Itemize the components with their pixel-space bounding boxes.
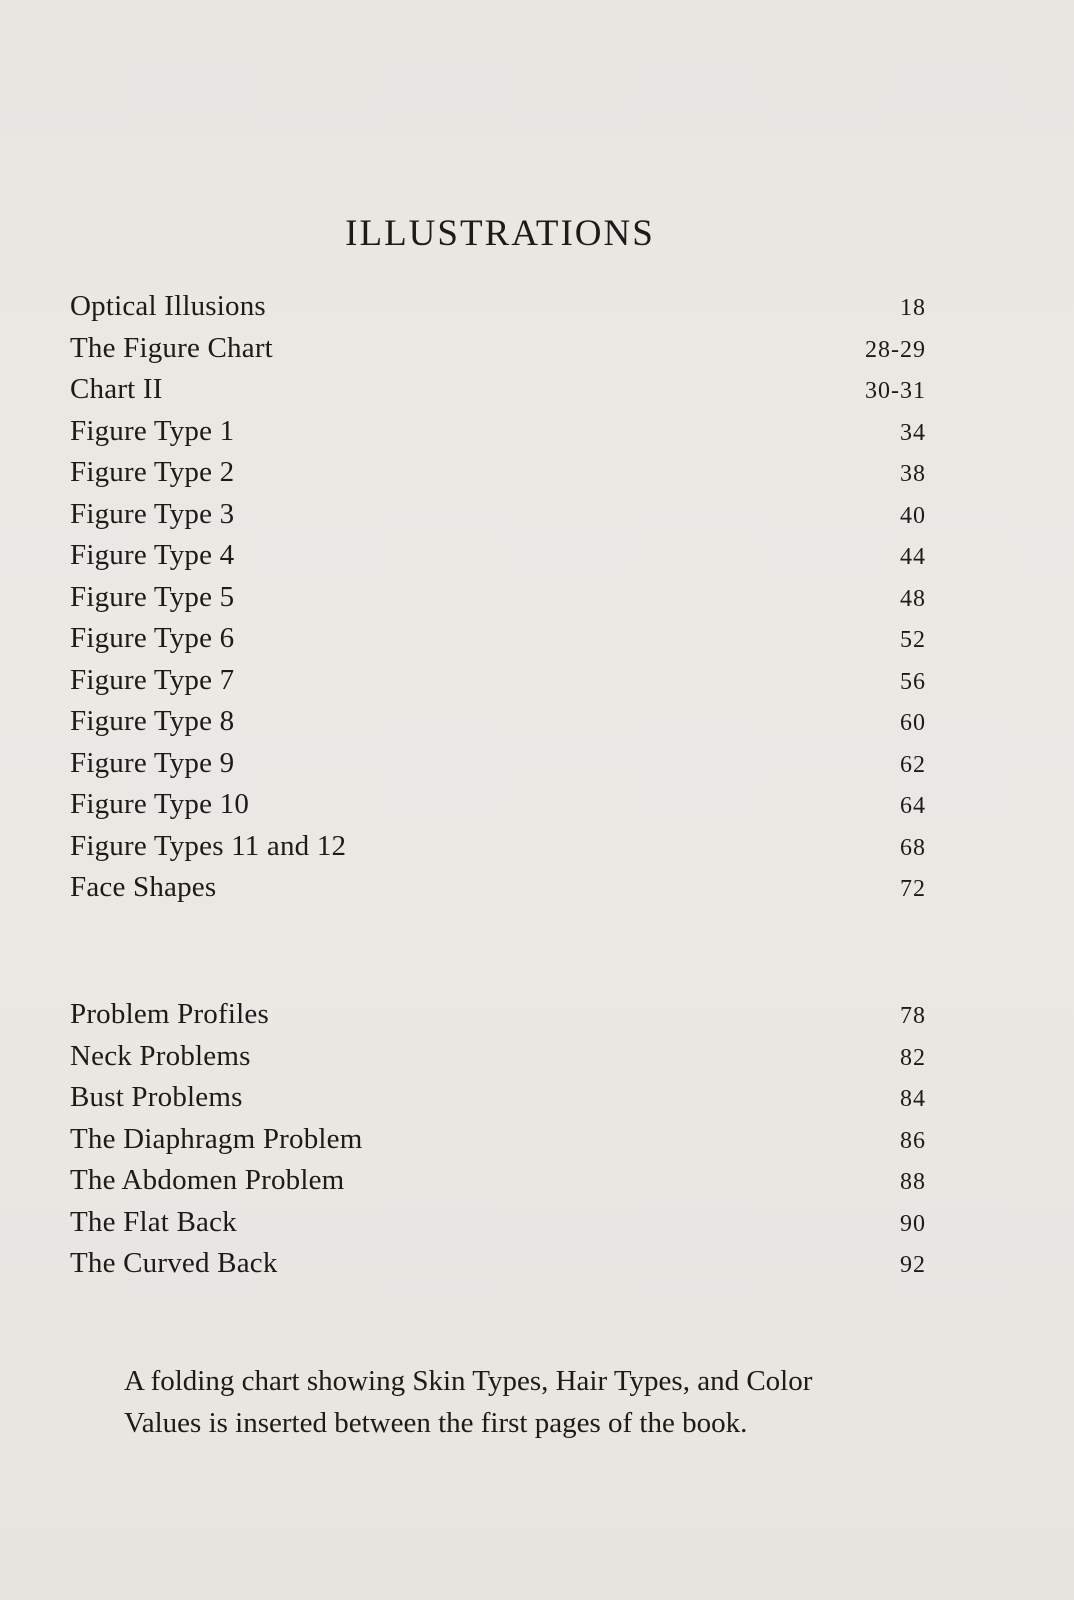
entry-page-number: 18 [900, 295, 926, 321]
entry-page-number: 86 [900, 1127, 926, 1154]
entry-label: The Abdomen Problem [70, 1164, 345, 1196]
entry-page-number: 28-29 [865, 336, 926, 363]
entry-label: Figure Type 3 [70, 497, 235, 530]
list-item [70, 618, 928, 660]
illustration-list-primary [70, 286, 928, 909]
entry-label: Problem Profiles [70, 998, 269, 1030]
entry-page-number: 92 [900, 1252, 926, 1278]
list-item [70, 1077, 928, 1119]
list-item [70, 286, 928, 328]
entry-page-number: 82 [900, 1044, 926, 1071]
list-item [70, 826, 928, 868]
entry-page-number: 90 [900, 1210, 926, 1237]
illustration-list-problems [70, 994, 928, 1285]
entry-label: Figure Type 10 [70, 788, 250, 820]
entry-label: Chart II [70, 373, 163, 405]
list-item [70, 660, 928, 702]
entry-label: The Curved Back [70, 1247, 278, 1279]
entry-label: Bust Problems [70, 1081, 243, 1113]
list-item [70, 1119, 928, 1161]
list-item [70, 701, 928, 743]
page-title: ILLUSTRATIONS [345, 213, 655, 254]
entry-page-number: 64 [900, 793, 926, 819]
list-item [70, 411, 928, 453]
list-item [70, 452, 928, 494]
entry-label: Figure Type 9 [70, 746, 235, 779]
entry-label: Figure Type 2 [70, 456, 235, 488]
list-item [70, 535, 928, 577]
list-item [70, 1160, 928, 1202]
list-item [70, 369, 928, 411]
list-item [70, 494, 928, 536]
entry-page-number: 44 [900, 544, 926, 570]
list-item [70, 867, 928, 909]
entry-page-number: 68 [900, 834, 926, 861]
entry-label: Figure Type 5 [70, 580, 235, 613]
entry-label: Figure Type 7 [70, 663, 235, 696]
list-item [70, 784, 928, 826]
entry-page-number: 40 [900, 502, 926, 529]
list-item [70, 328, 928, 370]
entry-page-number: 78 [900, 1003, 926, 1029]
list-item [70, 1036, 928, 1078]
entry-page-number: 56 [900, 668, 926, 695]
list-item [70, 577, 928, 619]
entry-page-number: 84 [900, 1086, 926, 1112]
entry-page-number: 52 [900, 627, 926, 653]
entry-label: The Figure Chart [70, 331, 273, 364]
list-item [70, 994, 928, 1036]
list-item [70, 1202, 928, 1244]
entry-page-number: 72 [900, 876, 926, 902]
entry-label: Neck Problems [70, 1039, 251, 1072]
entry-page-number: 60 [900, 710, 926, 736]
list-item [70, 743, 928, 785]
entry-label: The Diaphragm Problem [70, 1122, 363, 1155]
entry-label: The Flat Back [70, 1205, 237, 1238]
entry-page-number: 30-31 [865, 378, 926, 404]
entry-label: Face Shapes [70, 871, 217, 903]
entry-label: Figure Type 6 [70, 622, 235, 654]
entry-page-number: 38 [900, 461, 926, 487]
folding-chart-note: A folding chart showing Skin Types, Hair Types, and Color Values is inserted between the first pages of the book. [124, 1365, 813, 1439]
entry-label: Figure Types 11 and 12 [70, 829, 347, 862]
entry-label: Figure Type 8 [70, 705, 235, 737]
entry-label: Optical Illusions [70, 290, 266, 322]
entry-page-number: 88 [900, 1169, 926, 1195]
entry-page-number: 34 [900, 419, 926, 446]
entry-label: Figure Type 1 [70, 414, 235, 447]
entry-page-number: 62 [900, 751, 926, 778]
entry-page-number: 48 [900, 585, 926, 612]
list-item [70, 1243, 928, 1285]
entry-label: Figure Type 4 [70, 539, 235, 571]
